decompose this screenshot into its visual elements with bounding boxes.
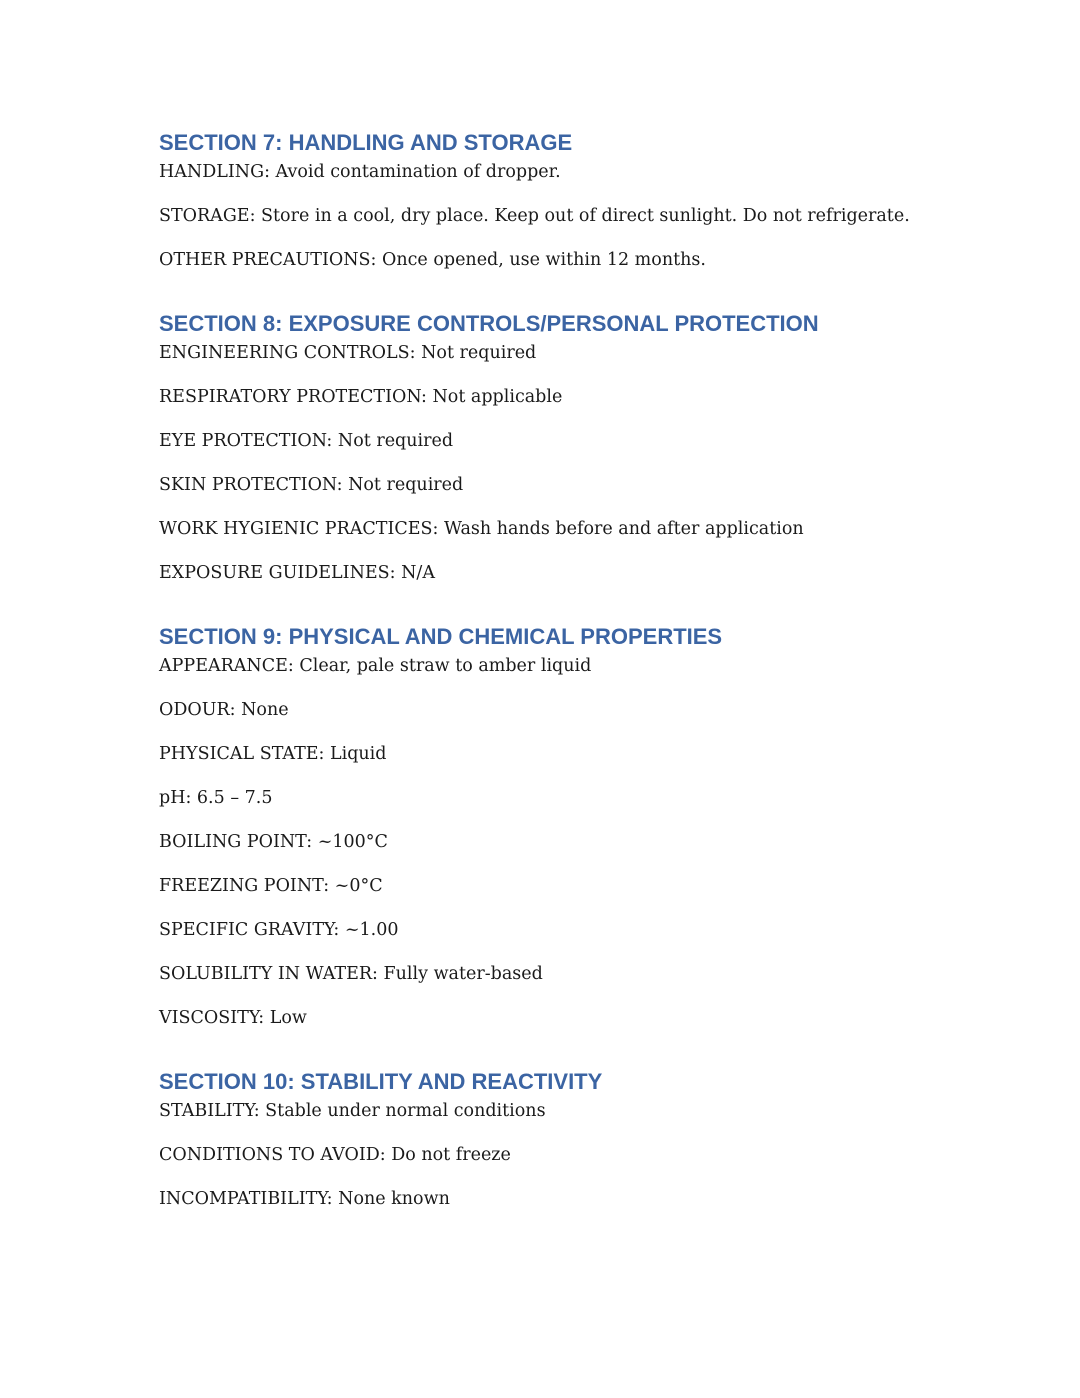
ph-line: pH: 6.5 – 7.5: [159, 788, 273, 808]
section-heading: SECTION 8: EXPOSURE CONTROLS/PERSONAL PROTECTION: [159, 311, 819, 336]
section-heading: SECTION 7: HANDLING AND STORAGE: [159, 130, 573, 155]
stability-line: STABILITY: Stable under normal conditions: [159, 1101, 546, 1121]
section-stability-reactivity: [159, 1066, 1019, 1213]
physical-state-line: PHYSICAL STATE: Liquid: [159, 744, 387, 764]
viscosity-line: VISCOSITY: Low: [159, 1008, 307, 1028]
section-heading: SECTION 10: STABILITY AND REACTIVITY: [159, 1069, 603, 1094]
incompatibility-line: INCOMPATIBILITY: None known: [159, 1189, 450, 1209]
handling-line: HANDLING: Avoid contamination of dropper.: [159, 162, 561, 182]
freezing-point-line: FREEZING POINT: ~0°C: [159, 876, 383, 896]
solubility-line: SOLUBILITY IN WATER: Fully water-based: [159, 964, 543, 984]
exposure-guidelines-line: EXPOSURE GUIDELINES: N/A: [159, 563, 435, 583]
specific-gravity-line: SPECIFIC GRAVITY: ~1.00: [159, 920, 399, 940]
section-heading: SECTION 9: PHYSICAL AND CHEMICAL PROPERTIES: [159, 624, 723, 649]
document-page: [159, 127, 1019, 1213]
conditions-to-avoid-line: CONDITIONS TO AVOID: Do not freeze: [159, 1145, 511, 1165]
work-hygienic-practices-line: WORK HYGIENIC PRACTICES: Wash hands before and after application: [159, 519, 804, 539]
section-handling-storage: [159, 127, 1019, 274]
appearance-line: APPEARANCE: Clear, pale straw to amber liquid: [159, 656, 592, 676]
engineering-controls-line: ENGINEERING CONTROLS: Not required: [159, 343, 537, 363]
boiling-point-line: BOILING POINT: ~100°C: [159, 832, 388, 852]
section-exposure-controls: [159, 308, 1019, 587]
odour-line: ODOUR: None: [159, 700, 289, 720]
storage-line: STORAGE: Store in a cool, dry place. Keep out of direct sunlight. Do not refrigerate.: [159, 206, 910, 226]
other-precautions-line: OTHER PRECAUTIONS: Once opened, use within 12 months.: [159, 250, 706, 270]
eye-protection-line: EYE PROTECTION: Not required: [159, 431, 454, 451]
section-physical-chemical-properties: [159, 621, 1019, 1032]
skin-protection-line: SKIN PROTECTION: Not required: [159, 475, 464, 495]
respiratory-protection-line: RESPIRATORY PROTECTION: Not applicable: [159, 387, 563, 407]
